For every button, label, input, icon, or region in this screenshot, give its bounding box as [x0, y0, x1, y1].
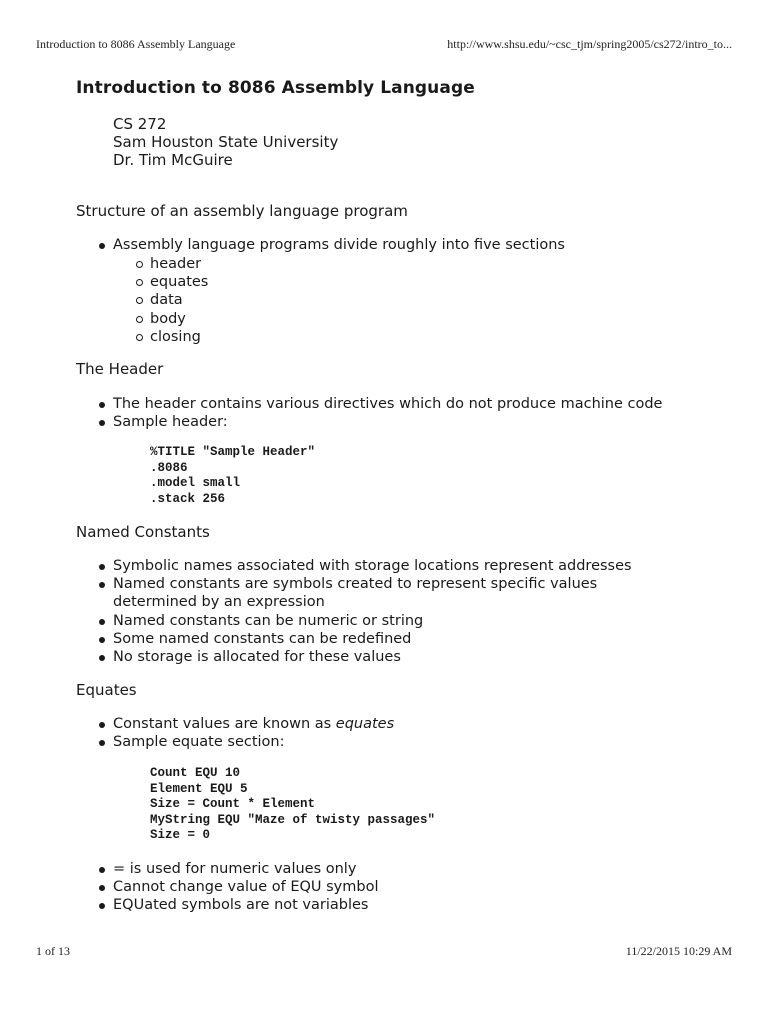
course-number: CS 272	[113, 115, 167, 133]
bullet-icon	[99, 885, 105, 891]
bullet-icon	[99, 420, 105, 426]
course-info	[113, 115, 338, 169]
bullet-icon	[99, 637, 105, 643]
list-item: Some named constants can be redefined	[113, 630, 632, 648]
list-item: Symbolic names associated with storage locations represent addresses	[113, 557, 632, 575]
list-item: Sample equate section:	[113, 733, 394, 751]
code-line: %TITLE "Sample Header"	[150, 445, 316, 459]
code-line: Element EQU 5	[150, 781, 248, 796]
course-instructor: Dr. Tim McGuire	[113, 151, 233, 169]
bullet-icon	[99, 619, 105, 625]
list-item: closing	[150, 328, 208, 346]
bullet-icon	[99, 903, 105, 909]
bullet-icon	[99, 722, 105, 728]
equates-notes-list	[113, 860, 379, 915]
list-item: The header contains various directives which do not produce machine code	[113, 395, 662, 413]
circle-bullet-icon	[136, 261, 143, 268]
bullet-icon	[99, 740, 105, 746]
code-line: Size = Count * Element	[150, 797, 316, 812]
list-item: data	[150, 291, 208, 309]
print-footer	[36, 944, 732, 960]
code-line: Count EQU 10	[150, 766, 241, 780]
code-line: .stack 256	[150, 491, 226, 506]
circle-bullet-icon	[136, 316, 143, 323]
page-count: 1 of 13	[36, 944, 70, 958]
print-header-url: http://www.shsu.edu/~csc_tjm/spring2005/cs272/intro_to...	[447, 37, 732, 51]
code-line: MyString EQU "Maze of twisty passages"	[150, 812, 436, 827]
list-item: EQUated symbols are not variables	[113, 896, 379, 914]
list-item: Assembly language programs divide roughly into five sections	[113, 236, 565, 254]
list-item: Named constants are symbols created to represent specific values	[113, 575, 632, 593]
list-item: No storage is allocated for these values	[113, 648, 632, 666]
print-header-title: Introduction to 8086 Assembly Language	[36, 37, 236, 51]
list-item: Constant values are known as equates	[113, 715, 394, 733]
code-line: .model small	[150, 476, 241, 491]
list-item: body	[150, 310, 208, 328]
bullet-icon	[99, 402, 105, 408]
list-item: Sample header:	[113, 413, 662, 431]
page-title: Introduction to 8086 Assembly Language	[76, 78, 475, 98]
print-timestamp: 11/22/2015 10:29 AM	[625, 944, 732, 958]
code-block-sample-header	[150, 445, 315, 507]
list-item: = is used for numeric values only	[113, 860, 379, 878]
equates-list	[113, 715, 394, 751]
named-constants-list	[113, 557, 632, 666]
circle-bullet-icon	[136, 297, 143, 304]
code-line: .8086	[150, 460, 188, 475]
circle-bullet-icon	[136, 279, 143, 286]
structure-sublist	[150, 255, 208, 346]
circle-bullet-icon	[136, 334, 143, 341]
list-item: header	[150, 255, 208, 273]
emphasis: equates	[335, 716, 395, 732]
list-item-continuation: determined by an expression	[113, 594, 325, 611]
section-heading-named-constants: Named Constants	[76, 523, 210, 541]
section-heading-equates: Equates	[76, 681, 137, 699]
bullet-icon	[99, 582, 105, 588]
section-heading-header: The Header	[76, 360, 164, 378]
header-list	[113, 395, 662, 431]
bullet-icon	[99, 564, 105, 570]
list-item: Named constants can be numeric or string	[113, 612, 632, 630]
print-header	[36, 37, 732, 53]
code-line: Size = 0	[150, 828, 211, 843]
list-item: equates	[150, 273, 208, 291]
code-block-sample-equates	[150, 766, 435, 844]
bullet-icon	[99, 243, 105, 249]
bullet-icon	[99, 655, 105, 661]
list-item: Cannot change value of EQU symbol	[113, 878, 379, 896]
course-university: Sam Houston State University	[113, 133, 339, 151]
structure-list	[113, 236, 565, 254]
section-heading-structure: Structure of an assembly language program	[76, 202, 408, 220]
bullet-icon	[99, 867, 105, 873]
